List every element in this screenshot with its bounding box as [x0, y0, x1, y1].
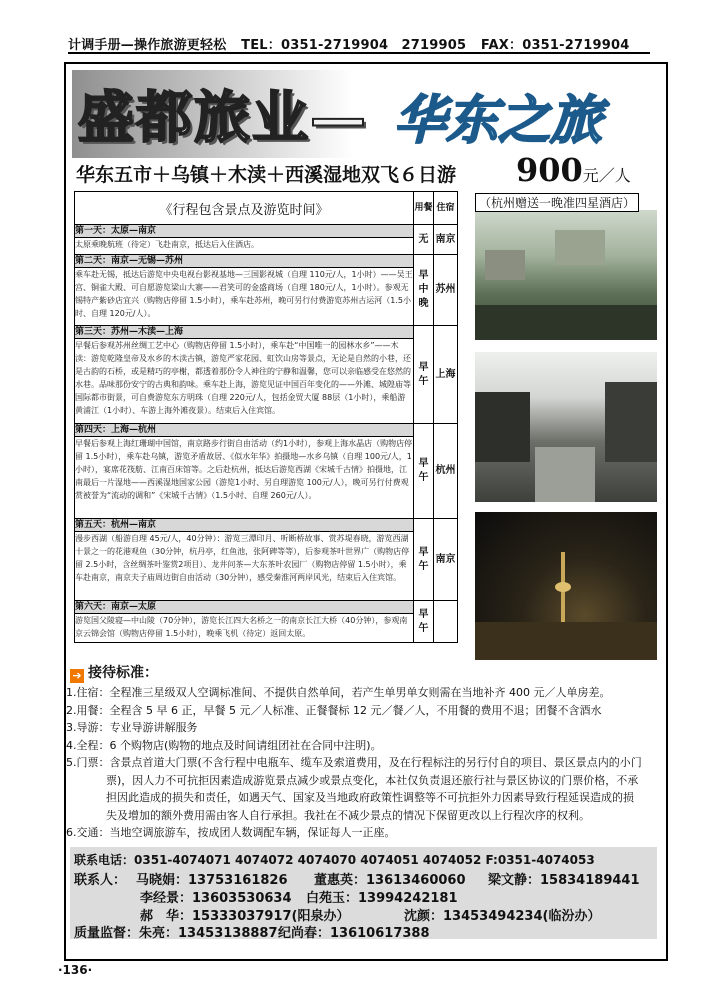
standard-line: 5.门票：含景点首道大门票(不含行程中电瓶车、缆车及索道费用，及在行程标注的另行付自的项目、景区景点内的小门 [66, 756, 642, 769]
day-stay: 苏州 [434, 255, 458, 326]
page-number: ·136· [58, 963, 93, 977]
day-meal: 早午 [414, 519, 434, 601]
standard-line: 1.住宿：全程准三星级双人空调标准间、不提供自然单间，若产生单男单女则需在当地补齐 400 元／人单房差。 [66, 686, 611, 699]
day-detail: 早餐后参观苏州丝绸工艺中心（购物店停留 1.5小时），乘车赴“中国唯一的园林水乡”——木渎：游览乾隆皇帝及水乡的木渎古镇，游览严家花园、虹饮山房等景点，无论是自然的小巷，还是古韵的石桥，或是精巧的亭榭，都透着那份令人神往的宁静和温馨，您可以亲临感受在悠然的水巷。品味那份安宁的古典和韵味。乘车赴上海，游览见证中国百年变化的——外滩、城隍庙等国际都市街景，可自费游览东方明珠（自理 220元/人，包括金贸大厦 88层（1小时），乘船游黄浦江（1小时）、车游上海外滩夜景）。结束后入住宾馆。 [75, 339, 414, 424]
contacts-label: 联系人： [74, 873, 127, 888]
contact-person: 白苑玉：13994242181 [306, 891, 458, 906]
standards-title-text: 接待标准： [88, 665, 158, 681]
tour-subtitle: 华东五市＋乌镇＋木渎＋西溪湿地双飞６日游 [76, 164, 457, 186]
contact-person: 沈颜：13453494234(临汾办） [404, 909, 601, 924]
phone-label: 联系电话： [74, 853, 135, 867]
standard-line: 票)，因人力不可抗拒因素造成游览景点减少或景点变化，本社仅负责退还旅行社与景区协议的门票价格，不承 [106, 773, 639, 787]
day-title: 第三天：苏州—木渎—上海 [75, 326, 414, 339]
phone-numbers: 0351-4074071 4074072 4074070 4074051 4074052 F:0351-4074053 [134, 853, 595, 867]
day-meal: 无 [414, 225, 434, 255]
arrow-right-icon: ➔ [70, 669, 84, 683]
day-detail: 游览国父陵寝—中山陵（70分钟），游览长江四大名桥之一的南京长江大桥（40分钟），参观南京云锦会馆（购物店停留 1.5小时），晚乘飞机（待定）返回太原。 [75, 614, 414, 643]
standards-title [70, 662, 158, 683]
standard-line: 担因此造成的损失和责任，如遇天气、国家及当地政府政策性调整等不可抗拒外力因素导致行程延误造成的损 [106, 791, 634, 804]
contact-person: 梁文静：15834189441 [488, 873, 640, 888]
contact-person: 董惠英：13613460060 [314, 873, 466, 888]
day-title: 第四天：上海—杭州 [75, 424, 414, 437]
day-detail: 太原乘晚航班（待定）飞赴南京，抵达后入住酒店。 [75, 238, 414, 255]
photo-water-town [475, 352, 657, 502]
day-meal: 早午 [414, 326, 434, 424]
day-detail: 乘车赴无锡，抵达后游览中央电视台影视基地—三国影视城（自理 110元/人，1小时）——吴王宫、铜雀大殿、可自愿游览梁山大寨——君笑可的金盛商场（自理 180元/人，1小时）。参观无锡特产紫砂店宜兴（购物店停留 1.5小时），乘车赴苏州，晚可另行付费游览苏州古运河（1.5小时、自理 120元/人）。 [75, 268, 414, 326]
itinerary-header: 《行程包含景点及游览时间》 [75, 192, 414, 225]
quality-label: 质量监督： [74, 926, 140, 941]
price-unit: 元／人 [582, 166, 631, 185]
contact-box [70, 847, 657, 939]
header-tel: TEL：0351-2719904 2719905 [241, 38, 467, 53]
standard-line: 4.全程：6 个购物店(购物的地点及时间请组团社在合同中注明)。 [66, 738, 382, 752]
standard-line: 失及增加的额外费用需由客人自行承担。我社在不减少景点的情况下保留更改以上行程次序的权利。 [106, 808, 590, 822]
contact-person: 马晓娟：13753161826 [136, 873, 288, 888]
price [516, 151, 631, 189]
day-title: 第一天：太原—南京 [75, 225, 414, 238]
day-title: 第五天：杭州—南京 [75, 519, 414, 532]
title-banner [72, 70, 657, 158]
route-title: 华东之旅 [394, 90, 603, 151]
day-meal: 早中晚 [414, 255, 434, 326]
contact-person: 郝 华：15333037917(阳泉办） [140, 909, 350, 924]
manual-title: 计调手册—操作旅游更轻松 [68, 38, 227, 53]
day-stay: 南京 [434, 519, 458, 601]
day-meal: 早午 [414, 424, 434, 519]
day-detail: 漫步西湖（船游自理 45元/人，40分钟）：游览三潭印月、听断桥故事、赏苏堤春晓，游览西湖十景之一的花港观鱼（30分钟，杭丹亭，红鱼池，张阿碑等等），后参观茶叶世界广（购物店停留 2.5小时，含丝绸茶叶鉴赏2项目）、龙井问茶—大东茶叶农园厂（购物店停留 1.5小时），乘车赴南京，南京夫子庙周边街自由活动（30分钟），感受秦淮河两岸风光，结束后入住宾馆。 [75, 532, 414, 601]
meal-header: 用餐 [414, 192, 434, 225]
quality-person: 纪尚春：13610617388 [278, 926, 430, 941]
day-stay: 上海 [434, 326, 458, 424]
standard-line: 2.用餐：全程含 5 早 6 正，早餐 5 元／人标准、正餐餐标 12 元／餐／人，不用餐的费用不退；团餐不含酒水 [66, 703, 602, 717]
quality-person: 朱亮：13453138887 [139, 926, 278, 941]
itinerary-table [74, 191, 458, 643]
day-stay: 杭州 [434, 424, 458, 519]
header-fax: FAX：0351-2719904 [480, 38, 630, 53]
photo-garden [475, 210, 657, 340]
day-title: 第六天：南京—太原 [75, 601, 414, 614]
price-amount: 900 [516, 151, 583, 189]
day-detail: 早餐后参观上海红珊瑚中国馆，南京路步行街自由活动（约1小时），参观上海水晶店（购物店停留 1.5小时），乘车赴乌镇，游览矛盾故居、《似水年华》拍摄地—水乡乌镇（自理 100元/人，1小时），宴席花筏舫、江南百床馆等。之后赴杭州，抵达后游览西湖《宋城千古情》拍摄地，江南最后一片湿地——西溪湿地国家公园（游览1小时、另自理游览 100元/人），晚可另行付费观赏被誉为“流动的调和”《宋城千古情》（1.5小时、自理 260元/人）。 [75, 437, 414, 519]
brand-title: 盛都旅业— [78, 85, 368, 151]
day-stay: 南京 [434, 225, 458, 255]
day-meal: 早午 [414, 601, 434, 643]
page-header [68, 34, 650, 54]
standard-line: 3.导游：专业导游讲解服务 [66, 721, 198, 734]
day-stay [434, 601, 458, 643]
hotel-note: （杭州赠送一晚准四星酒店） [475, 193, 639, 212]
stay-header: 住宿 [434, 192, 458, 225]
day-title: 第二天：南京—无锡—苏州 [75, 255, 414, 268]
photo-night-skyline [475, 512, 657, 660]
standard-line: 6.交通：当地空调旅游车，按成团人数调配车辆，保证每人一正座。 [66, 826, 396, 839]
contact-person: 李经景：13603530634 [140, 891, 292, 906]
